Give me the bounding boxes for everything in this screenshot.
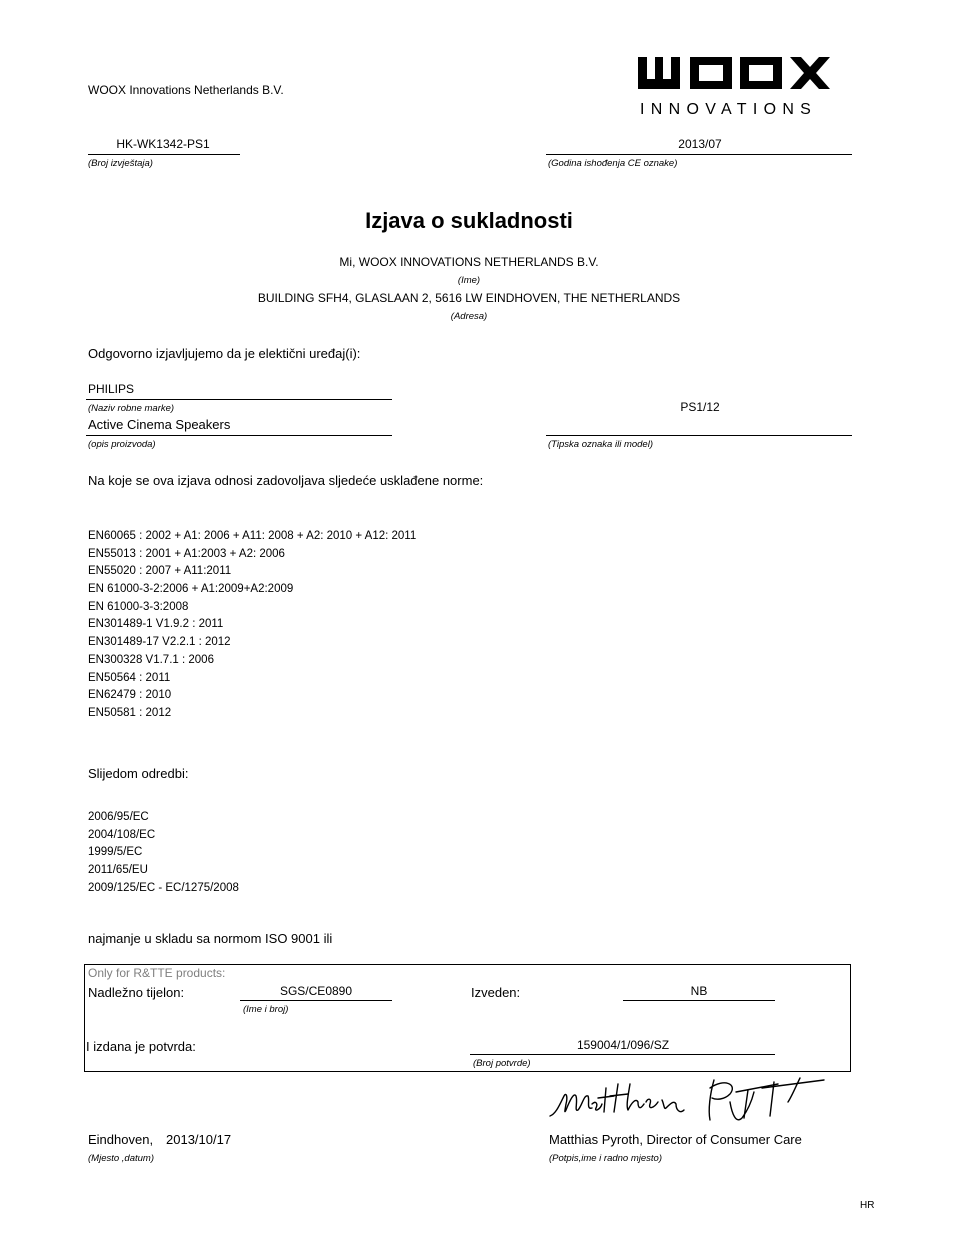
notified-body-value: SGS/CE0890 xyxy=(279,984,353,998)
standards-list xyxy=(88,528,416,723)
standard-item: EN301489-1 V1.9.2 : 2011 xyxy=(88,618,224,631)
directive-item: 2011/65/EU xyxy=(88,864,148,877)
signatory-caption: (Potpis,ime i radno mjesto) xyxy=(549,1153,662,1164)
rtte-section xyxy=(84,964,851,1072)
signatory-name: Matthias Pyroth, Director of Consumer Care xyxy=(549,1132,802,1147)
notified-body-line xyxy=(240,1000,392,1001)
certificate-caption: (Broj potvrde) xyxy=(473,1058,531,1069)
standard-item: EN60065 : 2002 + A1: 2006 + A11: 2008 + A2: 2010 + A12: 2011 xyxy=(88,530,417,542)
declarant-address-caption: (Adresa) xyxy=(450,311,488,322)
declarant-address: BUILDING SFH4, GLASLAAN 2, 5616 LW EINDHOVEN, THE NETHERLANDS xyxy=(257,291,681,305)
declaration-intro: Odgovorno izjavljujemo da je elektični uređaj(i): xyxy=(88,346,361,361)
footer-date: 2013/10/17 xyxy=(166,1132,232,1147)
declarant-name: Mi, WOOX INNOVATIONS NETHERLANDS B.V. xyxy=(339,255,599,269)
ce-year-caption: (Godina ishođenja CE oznake) xyxy=(548,158,678,169)
product-brand-caption: (Naziv robne marke) xyxy=(88,403,175,414)
page-title: Izjava o sukladnosti xyxy=(365,208,573,233)
directive-item: 1999/5/EC xyxy=(88,846,143,859)
product-description-line xyxy=(86,435,392,436)
product-model-line xyxy=(546,435,852,436)
product-description-caption: (opis proizvoda) xyxy=(88,439,156,450)
notified-body-label: Nadležno tijelon: xyxy=(88,985,185,1000)
logo-subtitle: INNOVATIONS xyxy=(640,101,818,118)
signature-image xyxy=(548,1074,830,1132)
declarant-name-caption: (Ime) xyxy=(457,275,481,286)
product-brand: PHILIPS xyxy=(88,382,135,396)
certificate-label: I izdana je potvrda: xyxy=(86,1039,196,1054)
certificate-line xyxy=(470,1054,775,1055)
notified-body-caption: (Ime i broj) xyxy=(243,1004,289,1015)
rtte-header: Only for R&TTE products: xyxy=(88,966,226,980)
performed-value: NB xyxy=(690,984,708,998)
product-model: PS1/12 xyxy=(680,400,720,414)
company-name: WOOX Innovations Netherlands B.V. xyxy=(88,83,284,97)
woox-logo-mark xyxy=(636,55,838,91)
ce-year: 2013/07 xyxy=(678,137,722,151)
standard-item: EN300328 V1.7.1 : 2006 xyxy=(88,653,214,666)
report-number: HK-WK1342-PS1 xyxy=(116,137,210,151)
directive-item: 2004/108/EC xyxy=(88,828,156,841)
product-model-caption: (Tipska oznaka ili model) xyxy=(548,439,653,450)
standard-item: EN55020 : 2007 + A11:2011 xyxy=(88,565,232,578)
report-number-line xyxy=(88,154,240,155)
standard-item: EN55013 : 2001 + A1:2003 + A2: 2006 xyxy=(88,547,285,560)
standard-item: EN 61000-3-2:2006 + A1:2009+A2:2009 xyxy=(88,583,294,596)
certificate-value: 159004/1/096/SZ xyxy=(576,1038,670,1052)
directive-item: 2006/95/EC xyxy=(88,811,149,823)
standard-item: EN50581 : 2012 xyxy=(88,706,172,719)
report-number-caption: (Broj izvještaja) xyxy=(88,158,153,169)
standard-item: EN 61000-3-3:2008 xyxy=(88,600,189,613)
directives-list xyxy=(88,809,239,897)
language-code: HR xyxy=(860,1200,875,1211)
product-brand-line xyxy=(86,399,392,400)
standard-item: EN50564 : 2011 xyxy=(88,671,171,684)
directives-intro: Slijedom odredbi: xyxy=(88,766,189,781)
ce-year-line xyxy=(546,154,852,155)
directive-item: 2009/125/EC - EC/1275/2008 xyxy=(88,881,239,894)
place-date-caption: (Mjesto ,datum) xyxy=(88,1153,154,1164)
performed-label: Izveden: xyxy=(471,985,521,1000)
performed-line xyxy=(623,1000,775,1001)
product-description: Active Cinema Speakers xyxy=(88,417,231,432)
standard-item: EN62479 : 2010 xyxy=(88,689,172,702)
footer-place: Eindhoven, xyxy=(88,1132,154,1147)
standard-item: EN301489-17 V2.2.1 : 2012 xyxy=(88,636,231,649)
standards-intro: Na koje se ova izjava odnosi zadovoljava sljedeće usklađene norme: xyxy=(88,473,484,488)
iso-statement: najmanje u skladu sa normom ISO 9001 ili xyxy=(88,931,333,946)
